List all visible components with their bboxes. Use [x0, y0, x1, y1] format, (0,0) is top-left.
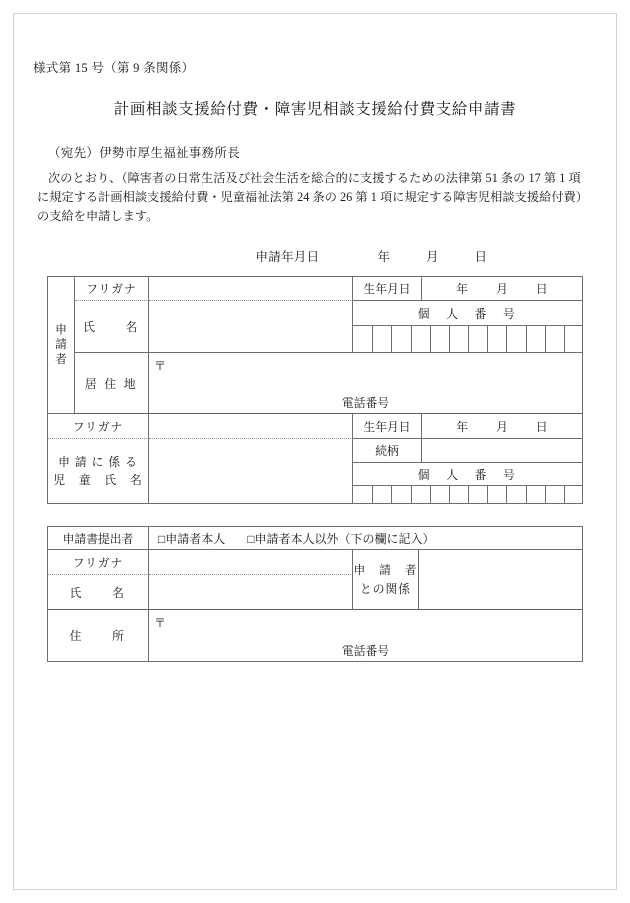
mynumber-cell-divider — [372, 486, 373, 503]
mynumber-cell-divider — [564, 486, 565, 503]
applicant-birthdate-label: 生年月日 — [353, 276, 422, 301]
submitter-name-field[interactable] — [149, 575, 353, 610]
application-date-line — [0, 238, 630, 276]
applicant-furigana-label: フリガナ — [75, 276, 149, 301]
mynumber-cell-divider — [487, 326, 488, 352]
mynumber-cell-divider — [545, 326, 546, 352]
body-paragraph-line-1: 次のとおり、（障害者の日常生活及び社会生活を総合的に支援するための法律第 51 条の 17 第 1 項 — [48, 171, 581, 185]
child-furigana-label: フリガナ — [47, 414, 149, 439]
page-title: 計画相談支援給付費・障害児相談支援給付費支給申請書 — [113, 101, 517, 118]
applicant-section-label: 申請者 — [47, 276, 75, 414]
application-date-year: 年 — [377, 249, 390, 264]
postal-code-mark: 〒 — [154, 359, 167, 373]
applicant-residence-label: 居 住 地 — [75, 353, 149, 414]
mynumber-cell-divider — [468, 486, 469, 503]
mynumber-cell-divider — [430, 486, 431, 503]
mynumber-cell-divider — [391, 326, 392, 352]
mynumber-cell-divider — [391, 486, 392, 503]
submitter-relation-label: 申 請 者 との関係 — [353, 550, 419, 610]
child-name-field[interactable] — [149, 439, 353, 504]
child-mynumber-boxes[interactable] — [353, 486, 583, 504]
submitter-checkbox-row — [149, 526, 583, 550]
submitter-furigana-label: フリガナ — [47, 550, 149, 575]
mynumber-cell-divider — [526, 326, 527, 352]
application-date-label: 申請年月日 — [255, 249, 320, 264]
applicant-birthdate-field[interactable]: 年 月 日 — [422, 276, 583, 301]
child-relation-field[interactable] — [422, 439, 583, 463]
checkbox-other[interactable]: □申請者本人以外（下の欄に記入） — [247, 531, 435, 546]
mynumber-cell-divider — [411, 326, 412, 352]
submitter-address-field[interactable] — [149, 610, 583, 662]
submitter-label: 申請書提出者 — [47, 526, 149, 550]
mynumber-cell-divider — [468, 326, 469, 352]
applicant-mynumber-label: 個 人 番 号 — [353, 301, 583, 326]
mynumber-cell-divider — [506, 326, 507, 352]
submitter-furigana-field[interactable] — [149, 550, 353, 575]
form-number: 様式第 15 号（第 9 条関係） — [33, 61, 195, 75]
applicant-table — [47, 276, 583, 504]
mynumber-cell-divider — [449, 486, 450, 503]
mynumber-cell-divider — [411, 486, 412, 503]
child-furigana-field[interactable] — [149, 414, 353, 439]
applicant-phone-label: 電話番号 — [341, 396, 390, 410]
applicant-name-label: 氏 名 — [75, 301, 149, 353]
child-mynumber-label: 個 人 番 号 — [353, 463, 583, 486]
body-paragraph-line-3: の支給を申請します。 — [37, 209, 159, 223]
child-birthdate-label: 生年月日 — [353, 414, 422, 439]
mynumber-cell-divider — [564, 326, 565, 352]
submitter-address-label: 住 所 — [47, 610, 149, 662]
mynumber-cell-divider — [487, 486, 488, 503]
mynumber-cell-divider — [372, 326, 373, 352]
mynumber-cell-divider — [449, 326, 450, 352]
applicant-name-field[interactable] — [149, 301, 353, 353]
postal-code-mark: 〒 — [154, 616, 167, 630]
submitter-name-label: 氏 名 — [47, 575, 149, 610]
body-paragraph-line-2: に規定する計画相談支援給付費・児童福祉法第 24 条の 26 第 1 項に規定する障害児相談支援給付費） — [37, 190, 589, 204]
submitter-phone-label: 電話番号 — [341, 644, 390, 658]
child-relation-label: 続柄 — [353, 439, 422, 463]
application-date-day: 日 — [474, 249, 488, 264]
applicant-mynumber-boxes[interactable] — [353, 326, 583, 353]
submitter-relation-field[interactable] — [419, 550, 583, 610]
child-birthdate-field[interactable]: 年 月 日 — [422, 414, 583, 439]
mynumber-cell-divider — [526, 486, 527, 503]
mynumber-cell-divider — [430, 326, 431, 352]
mynumber-cell-divider — [545, 486, 546, 503]
applicant-furigana-field[interactable] — [149, 276, 353, 301]
applicant-residence-field[interactable] — [149, 353, 583, 414]
mynumber-cell-divider — [506, 486, 507, 503]
application-date-month: 月 — [426, 249, 439, 264]
submitter-table — [47, 526, 583, 662]
checkbox-self[interactable]: □申請者本人 — [158, 531, 226, 546]
child-name-label: 申 請 に 係 る 児 童 氏 名 — [47, 439, 149, 504]
addressee-line: （宛先）伊勢市厚生福祉事務所長 — [48, 146, 241, 160]
